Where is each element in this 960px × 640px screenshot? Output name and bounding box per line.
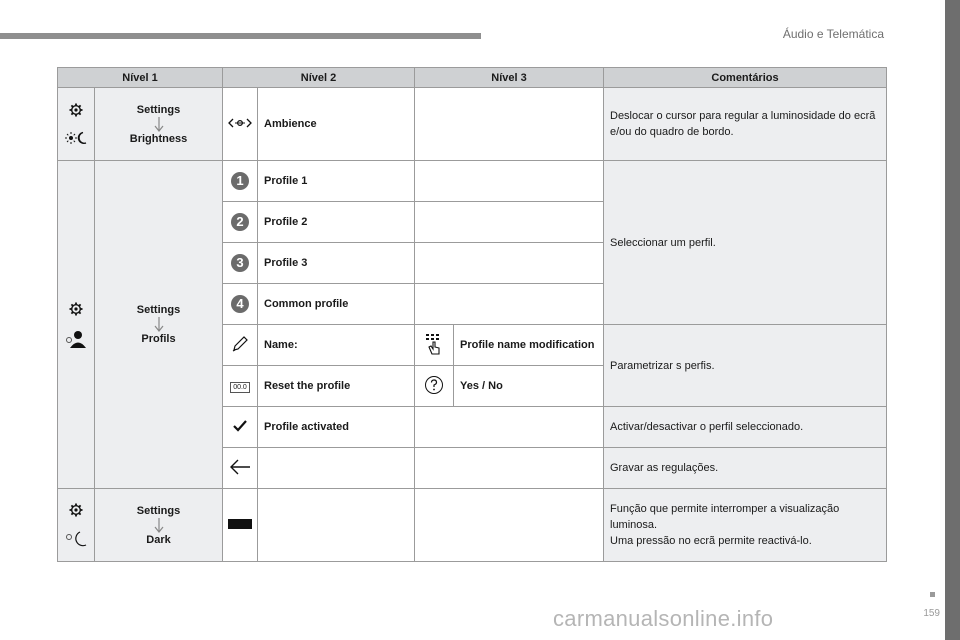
ambience-label: Ambience [258,88,415,161]
save-comment: Gravar as regulações. [604,448,887,489]
question-icon-cell [415,366,454,407]
dark-comment-line2: Uma pressão no ecrã permite reactivá-lo. [610,535,812,547]
parametrize-comment: Parametrizar s perfis. [604,325,887,407]
gear-icon [69,103,83,117]
user-profile-icon [65,330,87,348]
dark-comment [604,489,887,562]
keyboard-icon-cell [415,325,454,366]
check-icon-cell [223,407,258,448]
brightness-level1 [95,88,223,161]
black-screen-icon-cell [223,489,258,562]
empty-level3 [415,202,604,243]
arrow-down-icon [154,518,164,533]
settings-label: Settings [136,504,181,517]
profile1-label: Profile 1 [258,161,415,202]
number-badge-4: 4 [231,295,249,313]
page-edge-bar [945,0,960,640]
badge-cell-3 [223,243,258,284]
profile2-label: Profile 2 [258,202,415,243]
brightness-icons [58,88,95,161]
back-arrow-icon [229,458,251,476]
ambience-icon [227,117,253,129]
number-badge-3: 3 [231,254,249,272]
empty-level3 [415,407,604,448]
col-comments: Comentários [604,68,887,88]
header-rule [0,33,481,39]
settings-label: Settings [136,304,181,316]
pencil-icon-cell [223,325,258,366]
badge-cell-4 [223,284,258,325]
page-number: 159 [923,608,940,619]
yes-no-label: Yes / No [454,366,604,407]
empty-level3 [415,489,604,562]
sun-moon-icon [65,131,87,145]
empty-level3 [415,161,604,202]
profils-label: Profils [141,333,176,345]
counter-reset-icon: 00.0 [230,382,250,393]
reset-icon-cell [223,366,258,407]
page-dot [930,592,935,597]
arrow-down-icon [154,117,164,132]
black-screen-icon [228,519,252,529]
empty-level3 [415,88,604,161]
col-level1: Nível 1 [58,68,223,88]
dark-icons [58,489,95,562]
empty-level2 [258,489,415,562]
question-icon [424,375,444,395]
gear-icon [69,503,83,517]
table-row-dark [58,489,887,562]
brightness-comment: Deslocar o cursor para regular a luminosidade do ecrã e/ou do quadro de bordo. [604,88,887,161]
empty-level3 [415,448,604,489]
profile-activated-label: Profile activated [258,407,415,448]
empty-level2 [258,448,415,489]
pencil-icon [231,335,249,353]
dark-label: Dark [146,533,171,546]
reset-profile-label: Reset the profile [258,366,415,407]
keyboard-touch-icon [424,333,444,355]
settings-label: Settings [136,103,181,116]
activated-comment: Activar/desactivar o perfil seleccionado. [604,407,887,448]
number-badge-2: 2 [231,213,249,231]
common-profile-label: Common profile [258,284,415,325]
profiles-icons [58,161,95,489]
watermark: carmanualsonline.info [553,606,774,631]
empty-level3 [415,284,604,325]
col-level3: Nível 3 [415,68,604,88]
select-profile-comment: Seleccionar um perfil. [604,161,887,325]
back-arrow-icon-cell [223,448,258,489]
number-badge-1: 1 [231,172,249,190]
ambience-icon-cell [223,88,258,161]
check-icon [233,420,247,432]
dark-comment-line1: Função que permite interromper a visualização luminosa. [610,503,840,531]
settings-table [57,67,887,562]
table-header-row [58,68,887,88]
profile3-label: Profile 3 [258,243,415,284]
profile-name-modification-label: Profile name modification [454,325,604,366]
gear-icon [69,302,83,316]
badge-cell-1 [223,161,258,202]
section-title: Áudio e Telemática [782,27,884,41]
dark-level1 [95,489,223,562]
arrow-down-icon [154,317,164,332]
table-row-brightness [58,88,887,161]
empty-level3 [415,243,604,284]
profiles-level1 [95,161,223,489]
table-row-profile1 [58,161,887,202]
name-label: Name: [258,325,415,366]
moon-icon [65,531,87,547]
brightness-label: Brightness [129,132,188,145]
col-level2: Nível 2 [223,68,415,88]
badge-cell-2 [223,202,258,243]
